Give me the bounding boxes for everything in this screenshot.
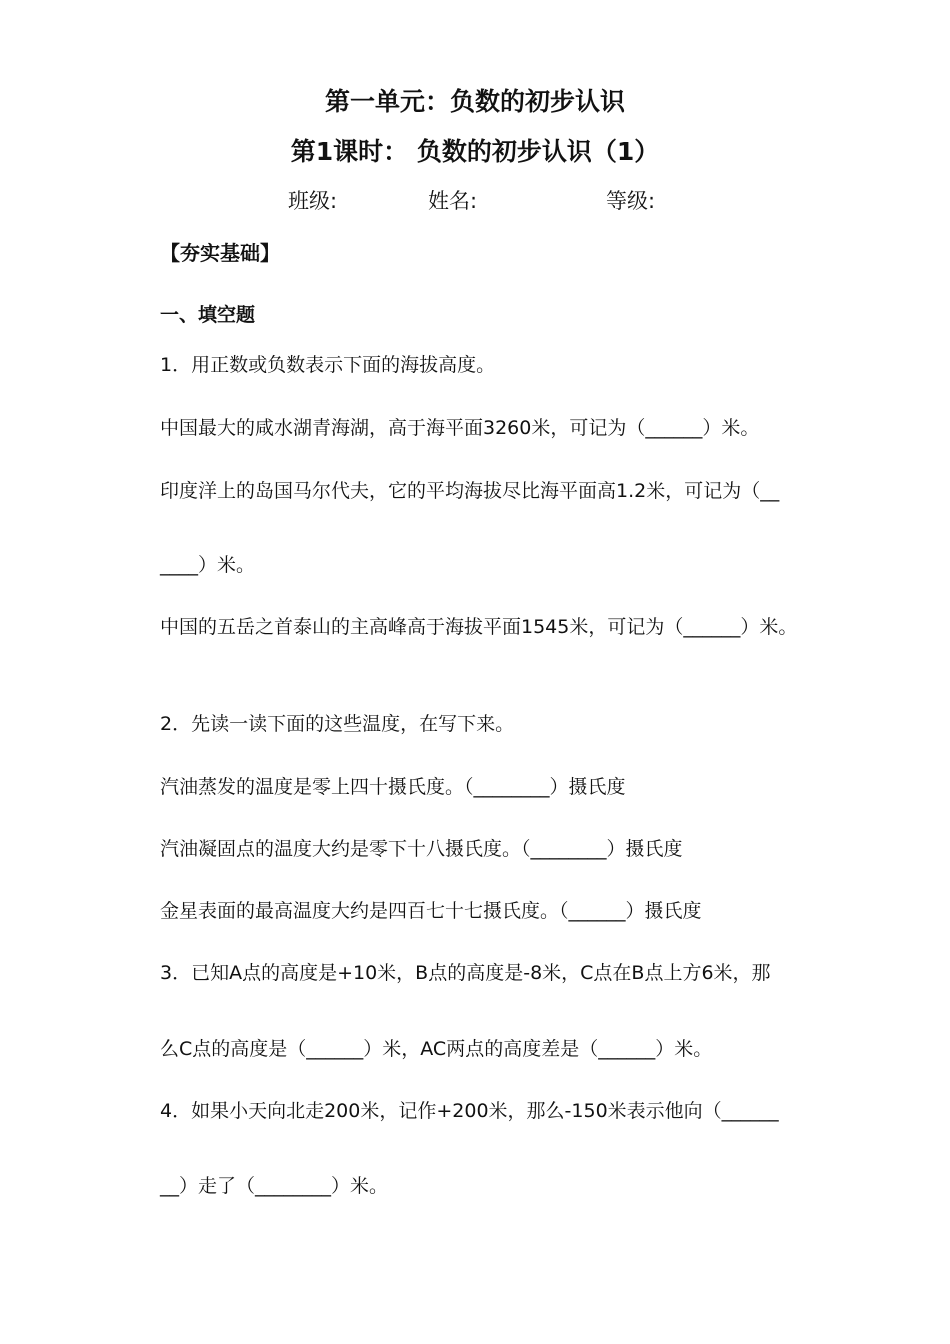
question-3-line-1: 3．已知A点的高度是+10米，B点的高度是-8米，C点在B点上方6米，那 bbox=[160, 962, 771, 984]
question-2-a: 汽油蒸发的温度是零上四十摄氏度。（________）摄氏度 bbox=[160, 776, 626, 798]
question-1-c: 中国的五岳之首泰山的主高峰高于海拔平面1545米，可记为（______）米。 bbox=[160, 616, 798, 638]
question-2-c: 金星表面的最高温度大约是四百七十七摄氏度。（______）摄氏度 bbox=[160, 900, 702, 922]
question-1-b-cont: ____）米。 bbox=[160, 554, 256, 576]
unit-title: 第一单元：负数的初步认识 bbox=[324, 87, 625, 116]
question-1-stem: 1．用正数或负数表示下面的海拔高度。 bbox=[160, 354, 496, 376]
lesson-title: 第1课时： 负数的初步认识（1） bbox=[290, 137, 660, 166]
question-4-line-2: __）走了（________）米。 bbox=[160, 1175, 389, 1197]
question-1-b: 印度洋上的岛国马尔代夫，它的平均海拔尽比海平面高1.2米，可记为（__ bbox=[160, 480, 780, 502]
section-heading: 【夯实基础】 bbox=[160, 241, 280, 265]
class-label: 班级: bbox=[288, 189, 338, 213]
grade-label: 等级: bbox=[606, 189, 656, 213]
question-3-line-2: 么C点的高度是（______）米，AC两点的高度差是（______）米。 bbox=[160, 1038, 713, 1060]
question-4-line-1: 4．如果小天向北走200米，记作+200米，那么-150米表示他向（______ bbox=[160, 1100, 779, 1122]
question-1-a: 中国最大的咸水湖青海湖，高于海平面3260米，可记为（______）米。 bbox=[160, 417, 760, 439]
name-label: 姓名: bbox=[428, 189, 478, 213]
question-2-stem: 2．先读一读下面的这些温度，在写下来。 bbox=[160, 713, 515, 735]
question-2-b: 汽油凝固点的温度大约是零下十八摄氏度。（________）摄氏度 bbox=[160, 838, 683, 860]
section-subheading: 一、填空题 bbox=[160, 304, 256, 326]
